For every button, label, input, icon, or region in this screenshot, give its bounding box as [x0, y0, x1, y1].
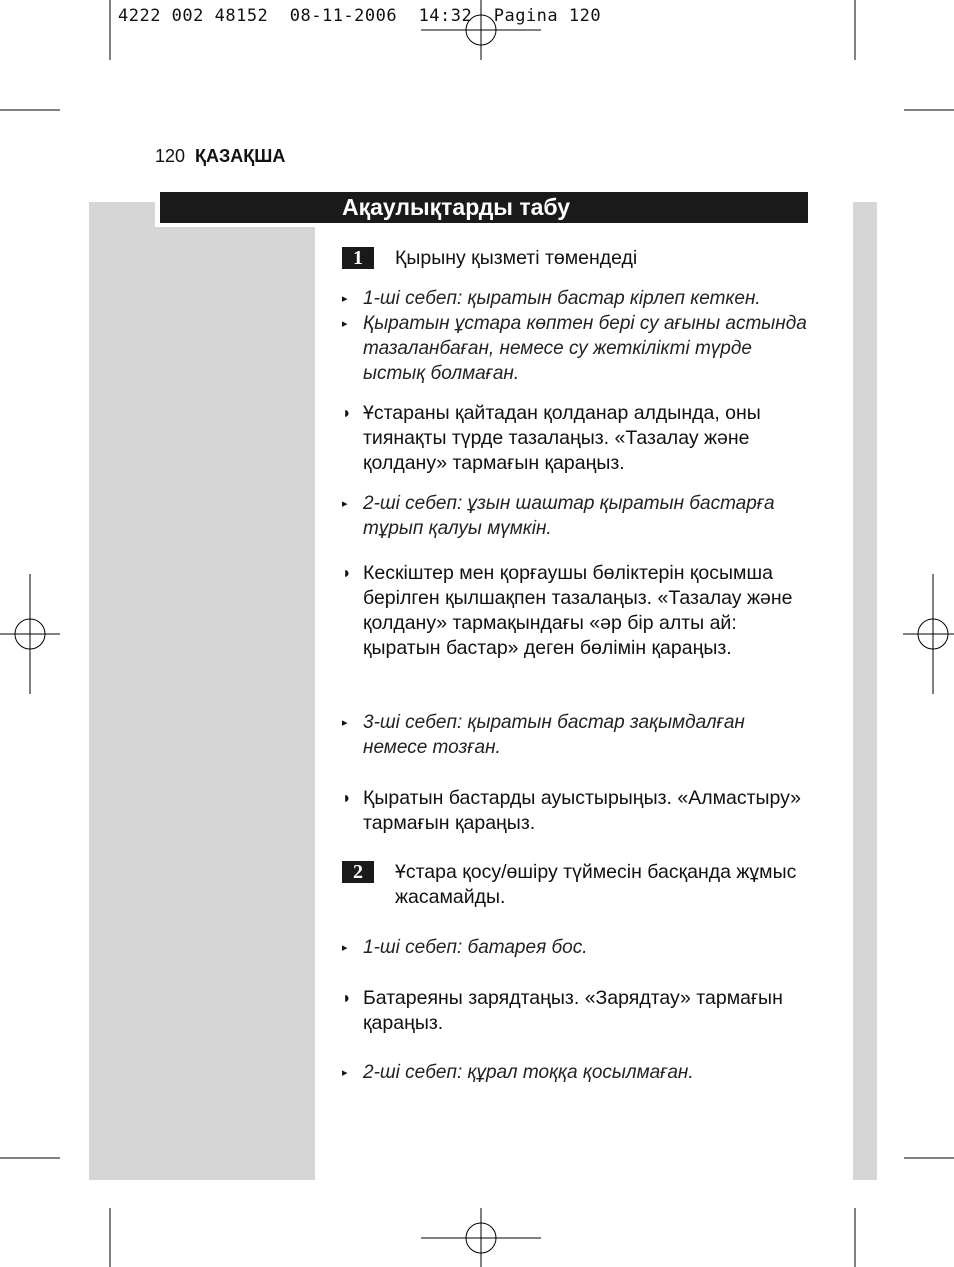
problem-text: Ұстара қосу/өшіру түймесін басқанда жұмыс жасамайды.	[395, 861, 797, 908]
solution-text: Кескіштер мен қорғаушы бөліктерін қосымша берілген қылшақпен тазалаңыз. «Тазалау және қолдану» тармақындағы «әр бір алты ай: қыратын бастар» деген бөлімін қараңыз.	[363, 562, 793, 659]
cause-item	[342, 286, 812, 311]
triangle-bullet-icon: ▸	[342, 498, 348, 510]
solution-bullet-icon: ◗	[342, 990, 352, 1007]
cause-item	[342, 1060, 812, 1085]
solution-bullet-icon: ◗	[342, 565, 352, 582]
problem-text: Қырыну қызметі төмендеді	[395, 247, 638, 269]
cause-item	[342, 935, 812, 960]
cause-text: Қыратын ұстара көптен бері су ағыны астында тазаланбаған, немесе су жеткілікті түрде ыстық болмаған.	[363, 313, 807, 384]
solution-item	[342, 986, 812, 1036]
solution-text: Батареяны зарядтаңыз. «Зарядтау» тармағын қараңыз.	[363, 987, 783, 1034]
cause-text: 3-ші себеп: қыратын бастар зақымдалған немесе тозған.	[363, 712, 745, 758]
solution-text: Ұстараны қайтадан қолданар алдында, оны тиянақты түрде тазалаңыз. «Тазалау және қолдану» тармағын қараңыз.	[363, 402, 761, 474]
solution-item	[342, 786, 812, 836]
cause-text: 2-ші себеп: ұзын шаштар қыратын бастарға тұрып қалуы мүмкін.	[363, 493, 775, 539]
triangle-bullet-icon: ▸	[342, 293, 348, 305]
step-number-badge: 2	[342, 861, 374, 883]
step-number-badge: 1	[342, 247, 374, 269]
triangle-bullet-icon: ▸	[342, 318, 348, 330]
language-label: ҚАЗАҚША	[195, 146, 286, 166]
page-number: 120	[155, 146, 186, 166]
problem-step-1	[342, 246, 812, 271]
solution-item	[342, 401, 812, 476]
triangle-bullet-icon: ▸	[342, 942, 348, 954]
cause-item	[342, 491, 812, 541]
triangle-bullet-icon: ▸	[342, 1067, 348, 1079]
cause-text: 2-ші себеп: құрал тоққа қосылмаған.	[363, 1062, 694, 1083]
triangle-bullet-icon: ▸	[342, 717, 348, 729]
print-slug: 4222 002 48152 08-11-2006 14:32 Pagina 120	[118, 6, 602, 26]
cause-text: 1-ші себеп: батарея бос.	[363, 937, 588, 958]
section-title: Ақаулықтарды табу	[342, 194, 571, 220]
solution-bullet-icon: ◗	[342, 790, 352, 807]
solution-bullet-icon: ◗	[342, 405, 352, 422]
cause-item	[342, 710, 812, 760]
cause-text: 1-ші себеп: қыратын бастар кірлеп кеткен.	[363, 288, 761, 309]
cause-item	[342, 311, 812, 386]
solution-text: Қыратын бастарды ауыстырыңыз. «Алмастыру» тармағын қараңыз.	[363, 787, 801, 834]
solution-item	[342, 561, 812, 661]
problem-step-2	[342, 860, 812, 910]
